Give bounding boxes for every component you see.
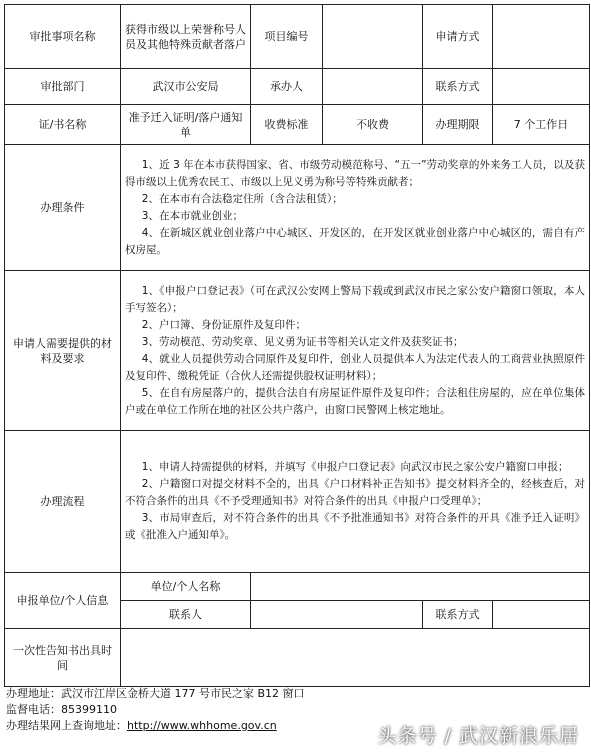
- process-item: 3、市局审查后，对不符合条件的出具《不予批准通知书》对符合条件的开具《准予迁入证明》或《批准入户通知单》。: [125, 512, 585, 541]
- material-item: 5、在自有房屋落户的，提供合法自有房屋证件原件及复印件；合法租住房屋的，应在单位集体户或在单位工作所在地的社区公共户落户，由窗口民警网上核定地址。: [125, 386, 585, 416]
- period-value: 7 个工作日: [493, 105, 590, 145]
- contact-person-value: [251, 601, 423, 629]
- row-certificate: [5, 105, 590, 145]
- process-content: [121, 431, 590, 573]
- materials-label: 申请人需要提供的材料及要求: [5, 271, 121, 431]
- period-label: 办理期限: [423, 105, 493, 145]
- unit-name-value: [251, 573, 590, 601]
- supervision-phone: 监督电话：85399110: [6, 703, 117, 716]
- process-item: 1、申请人持需提供的材料，并填写《申报户口登记表》向武汉市民之家公安户籍窗口申报；: [141, 461, 569, 473]
- row-materials: [5, 271, 590, 431]
- item-no-label: 项目编号: [251, 5, 323, 69]
- item-no-value: [323, 5, 423, 69]
- row-notice-time: [5, 629, 590, 687]
- approval-form: [4, 4, 589, 687]
- result-query-label: 办理结果网上查询地址：: [6, 719, 127, 732]
- conditions-label: 办理条件: [5, 145, 121, 271]
- handler-label: 承办人: [251, 69, 323, 105]
- condition-item: 3、在本市就业创业；: [141, 209, 243, 222]
- certificate-value: 准予迁入证明/落户通知单: [121, 105, 251, 145]
- certificate-label: 证/书名称: [5, 105, 121, 145]
- apply-method-label: 申请方式: [423, 5, 493, 69]
- approval-item-value: 获得市级以上荣誉称号人员及其他特殊贡献者落户: [121, 5, 251, 69]
- material-item: 1、《申报户口登记表》（可在武汉公安网上警局下载或到武汉市民之家公安户籍窗口领取，本人手写签名）；: [125, 284, 585, 314]
- department-label: 审批部门: [5, 69, 121, 105]
- notice-time-label: 一次性告知书出具时间: [5, 629, 121, 687]
- office-address: 办理地址：武汉市江岸区金桥大道 177 号市民之家 B12 窗口: [6, 687, 305, 700]
- department-value: 武汉市公安局: [121, 69, 251, 105]
- process-label: 办理流程: [5, 431, 121, 573]
- watermark: 头条号 / 武汉新浪乐居: [377, 725, 579, 747]
- row-department: [5, 69, 590, 105]
- handler-value: [323, 69, 423, 105]
- contact-value: [493, 69, 590, 105]
- applicant-label: 申报单位/个人信息: [5, 573, 121, 629]
- approval-table: [4, 4, 590, 687]
- notice-time-value: [121, 629, 590, 687]
- row-conditions: [5, 145, 590, 271]
- material-item: 4、就业人员提供劳动合同原件及复印件，创业人员提供本人为法定代表人的工商营业执照原件及复印件、缴税凭证（合伙人还需提供股权证明材料）；: [125, 352, 585, 382]
- condition-item: 4、在新城区就业创业落户中心城区、开发区的，在开发区就业创业落户中心城区的，需自有产权房屋。: [125, 226, 585, 256]
- contact-method-label: 联系方式: [423, 601, 493, 629]
- materials-content: [121, 271, 590, 431]
- row-applicant-unit: [5, 573, 590, 601]
- contact-method-value: [493, 601, 590, 629]
- process-item: 2、户籍窗口对提交材料不全的，出具《户口材料补正告知书》提交材料齐全的，经核查后，对不符合条件的出具《不予受理通知书》对符合条件的出具《申报户口受理单》；: [125, 478, 585, 507]
- contact-label: 联系方式: [423, 69, 493, 105]
- material-item: 3、劳动模范、劳动奖章、见义勇为证书等相关认定文件及获奖证书；: [141, 335, 464, 348]
- fee-value: 不收费: [323, 105, 423, 145]
- condition-item: 1、近 3 年在本市获得国家、省、市级劳动模范称号、“五一”劳动奖章的外来务工人员，以及获得市级以上优秀农民工、市级以上见义勇为称号等特殊贡献者；: [125, 158, 585, 188]
- condition-item: 2、在本市有合法稳定住所（含合法租赁）；: [141, 192, 343, 205]
- fee-label: 收费标准: [251, 105, 323, 145]
- row-process: [5, 431, 590, 573]
- approval-item-label: 审批事项名称: [5, 5, 121, 69]
- material-item: 2、户口簿、身份证原件及复印件；: [141, 318, 306, 331]
- apply-method-value: [493, 5, 590, 69]
- row-approval-item: [5, 5, 590, 69]
- result-query-link[interactable]: http://www.whhome.gov.cn: [127, 719, 277, 732]
- conditions-content: [121, 145, 590, 271]
- contact-person-label: 联系人: [121, 601, 251, 629]
- unit-name-label: 单位/个人名称: [121, 573, 251, 601]
